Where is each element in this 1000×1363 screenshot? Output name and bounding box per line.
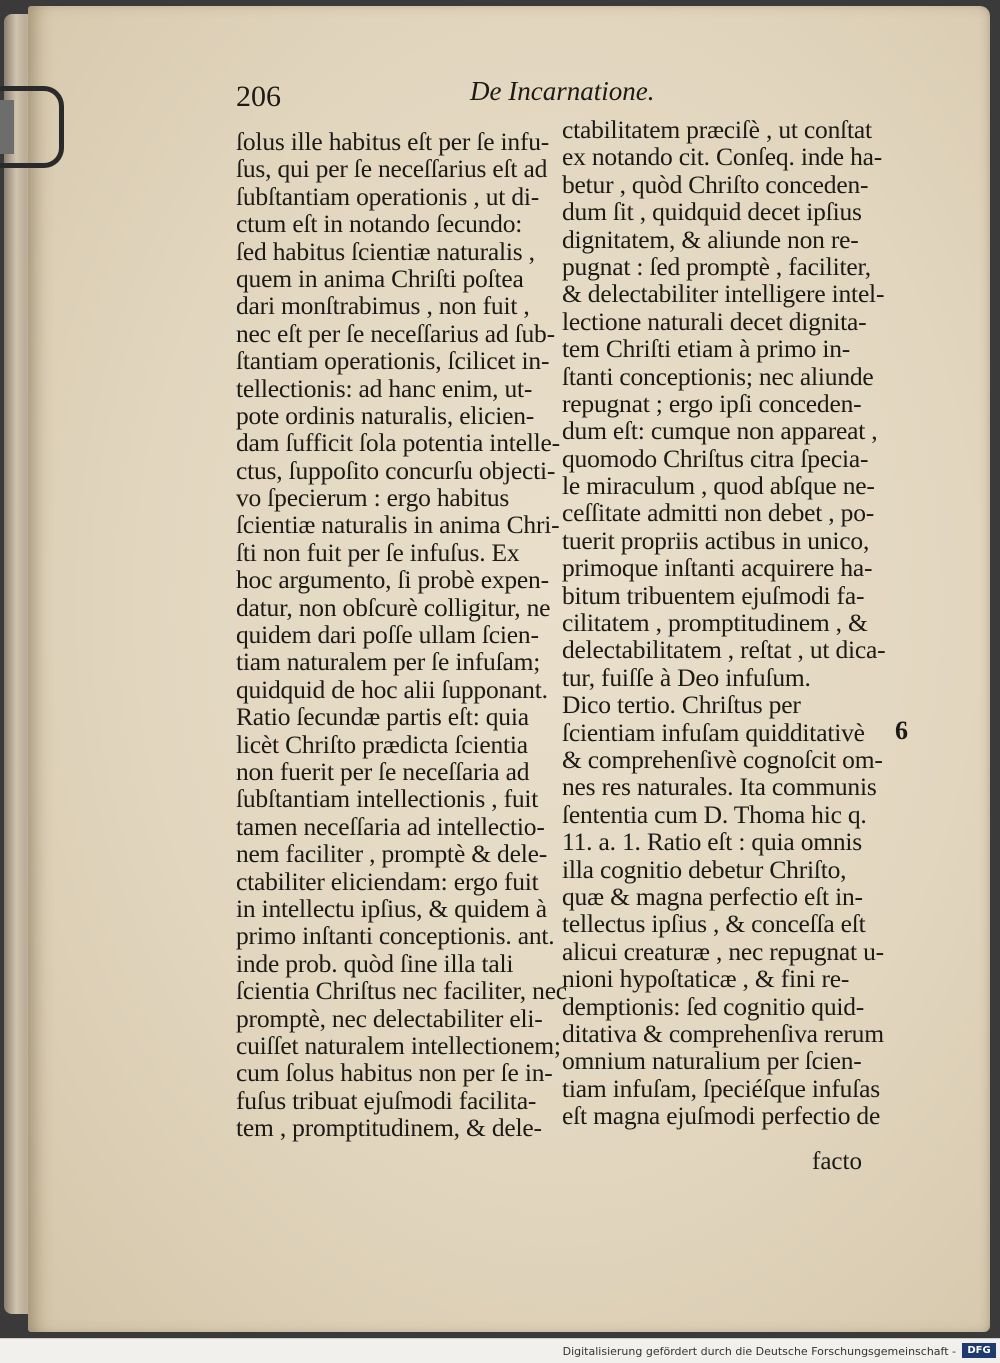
text-line: dignitatem, & aliunde non re- xyxy=(562,224,859,254)
text-line: ſcientiæ naturalis in anima Chri- xyxy=(236,510,560,540)
text-line: tiam infuſam, ſpeciéſque infuſas xyxy=(562,1073,880,1103)
book-clip xyxy=(0,86,64,168)
text-line: & delectabiliter intelligere intel- xyxy=(562,279,885,309)
left-text-column xyxy=(236,127,567,1143)
text-line: 11. a. 1. Ratio eſt : quia omnis xyxy=(562,827,863,857)
text-line: omnium naturalium per ſcien- xyxy=(562,1046,862,1076)
text-line: primoque inſtanti acquirere ha- xyxy=(562,553,873,583)
text-line: nes res naturales. Ita communis xyxy=(562,772,877,802)
text-line: dam ſufficit ſola potentia intelle- xyxy=(236,428,560,458)
text-line: tiam naturalem per ſe infuſam; xyxy=(236,647,541,677)
text-line: quæ & magna perfectio eſt in- xyxy=(562,881,863,911)
text-line: ex notando cit. Conſeq. inde ha- xyxy=(562,142,883,172)
text-line: repugnat ; ergo ipſi conceden- xyxy=(562,388,862,418)
text-line: ſus, qui per ſe neceſſarius eſt ad xyxy=(236,154,548,184)
text-line: tellectus ipſius , & conceſſa eſt xyxy=(562,909,866,939)
text-line: le miraculum , quod abſque ne- xyxy=(562,471,875,501)
text-line: tuerit propriis actibus in unico, xyxy=(562,525,870,555)
text-line: quidquid de hoc alii ſupponant. xyxy=(236,674,548,704)
text-line: tellectionis: ad hanc enim, ut- xyxy=(236,373,533,403)
text-line: ſcientiam infuſam quidditativè xyxy=(562,717,865,747)
text-line: ctabiliter eliciendam: ergo fuit xyxy=(236,866,539,896)
text-line: non fuerit per ſe neceſſaria ad xyxy=(236,756,530,786)
text-line: Ratio ſecundæ partis eſt: quia xyxy=(236,702,529,732)
text-line: vo ſpecierum : ergo habitus xyxy=(236,483,510,513)
right-text-column xyxy=(562,116,892,1129)
text-line: licèt Chriſto prædicta ſcientia xyxy=(236,729,528,759)
text-line: ditativa & comprehenſiva rerum xyxy=(562,1018,884,1048)
text-line: betur , quòd Chriſto conceden- xyxy=(562,169,869,199)
text-line: cilitatem , promptitudinem , & xyxy=(562,608,868,638)
text-line: hoc argumento, ſi probè expen- xyxy=(236,565,549,595)
text-line: ſti non fuit per ſe infuſus. Ex xyxy=(236,537,520,567)
text-line: pote ordinis naturalis, elicien- xyxy=(236,400,535,430)
text-line: lectione naturali decet dignita- xyxy=(562,306,867,336)
text-line: datur, non obſcurè colligitur, ne xyxy=(236,592,551,622)
text-line: ſententia cum D. Thoma hic q. xyxy=(562,799,867,829)
text-line: nioni hypoſtaticæ , & fini re- xyxy=(562,964,850,994)
text-line: nec eſt per ſe neceſſarius ad ſub- xyxy=(236,318,555,348)
dfg-logo: DFG xyxy=(962,1343,996,1358)
text-line: nem faciliter , promptè & dele- xyxy=(236,839,548,869)
text-line: ſtantiam operationis, ſcilicet in- xyxy=(236,346,550,376)
text-line: Dico tertio. Chriſtus per xyxy=(562,690,801,720)
text-line: inde prob. quòd ſine illa tali xyxy=(236,948,514,978)
text-line: pugnat : ſed promptè , faciliter, xyxy=(562,251,871,281)
text-line: bitum tribuentem ejuſmodi fa- xyxy=(562,580,865,610)
text-line: quomodo Chriſtus citra ſpecia- xyxy=(562,443,869,473)
text-line: cuiſſet naturalem intellectionem; xyxy=(236,1030,561,1060)
text-line: alicui creaturæ , nec repugnat u- xyxy=(562,936,884,966)
text-line: quem in anima Chriſti poſtea xyxy=(236,263,524,293)
text-line: ſubſtantiam intellectionis , fuit xyxy=(236,784,539,814)
text-line: tur, fuiſſe à Deo infuſum. xyxy=(562,662,811,692)
text-line: fuſus tribuat ejuſmodi facilita- xyxy=(236,1085,537,1115)
text-line: ſolus ille habitus eſt per ſe infu- xyxy=(236,127,550,156)
text-line: dum eſt: cumque non appareat , xyxy=(562,416,878,446)
text-line: tem Chriſti etiam à primo in- xyxy=(562,334,851,364)
text-line: in intellectu ipſius, & quidem à xyxy=(236,893,547,923)
text-line: demptionis: ſed cognitio quid- xyxy=(562,991,865,1021)
marginal-note: 6 xyxy=(895,716,908,745)
text-line: & comprehenſivè cognoſcit om- xyxy=(562,744,883,774)
text-line: ctum eſt in notando ſecundo: xyxy=(236,209,523,239)
text-line: tamen neceſſaria ad intellectio- xyxy=(236,811,545,841)
text-line: ctus, ſuppoſito concurſu objecti- xyxy=(236,455,556,485)
text-line: eſt magna ejuſmodi perfectio de xyxy=(562,1101,881,1131)
text-line: illa cognitio debetur Chriſto, xyxy=(562,854,847,884)
catchword: facto xyxy=(812,1148,862,1175)
text-line: ſtanti conceptionis; nec aliunde xyxy=(562,361,874,391)
running-head: De Incarnatione. xyxy=(470,76,655,106)
text-line: ſubſtantiam operationis , ut di- xyxy=(236,181,540,211)
text-line: promptè, nec delectabiliter eli- xyxy=(236,1003,543,1033)
text-line: cum ſolus habitus non per ſe in- xyxy=(236,1058,553,1088)
text-line: ctabilitatem præciſè , ut conſtat xyxy=(562,115,872,144)
text-line: primo inſtanti conceptionis. ant. xyxy=(236,921,555,951)
text-line: delectabilitatem , reſtat , ut dica- xyxy=(562,635,886,665)
text-line: ceſſitate admitti non debet , po- xyxy=(562,498,875,528)
text-line: dari monſtrabimus , non fuit , xyxy=(236,291,530,321)
page-number: 206 xyxy=(236,80,281,113)
text-line: dum ſit , quidquid decet ipſius xyxy=(562,197,862,227)
text-line: quidem dari poſſe ullam ſcien- xyxy=(236,620,539,650)
text-line: tem , promptitudinem, & dele- xyxy=(236,1113,542,1143)
text-line: ſed habitus ſcientiæ naturalis , xyxy=(236,236,535,266)
footer-credit: Digitalisierung gefördert durch die Deutsche Forschungsgemeinschaft - xyxy=(562,1345,956,1358)
text-line: ſcientia Chriſtus nec faciliter, nec xyxy=(236,976,567,1006)
